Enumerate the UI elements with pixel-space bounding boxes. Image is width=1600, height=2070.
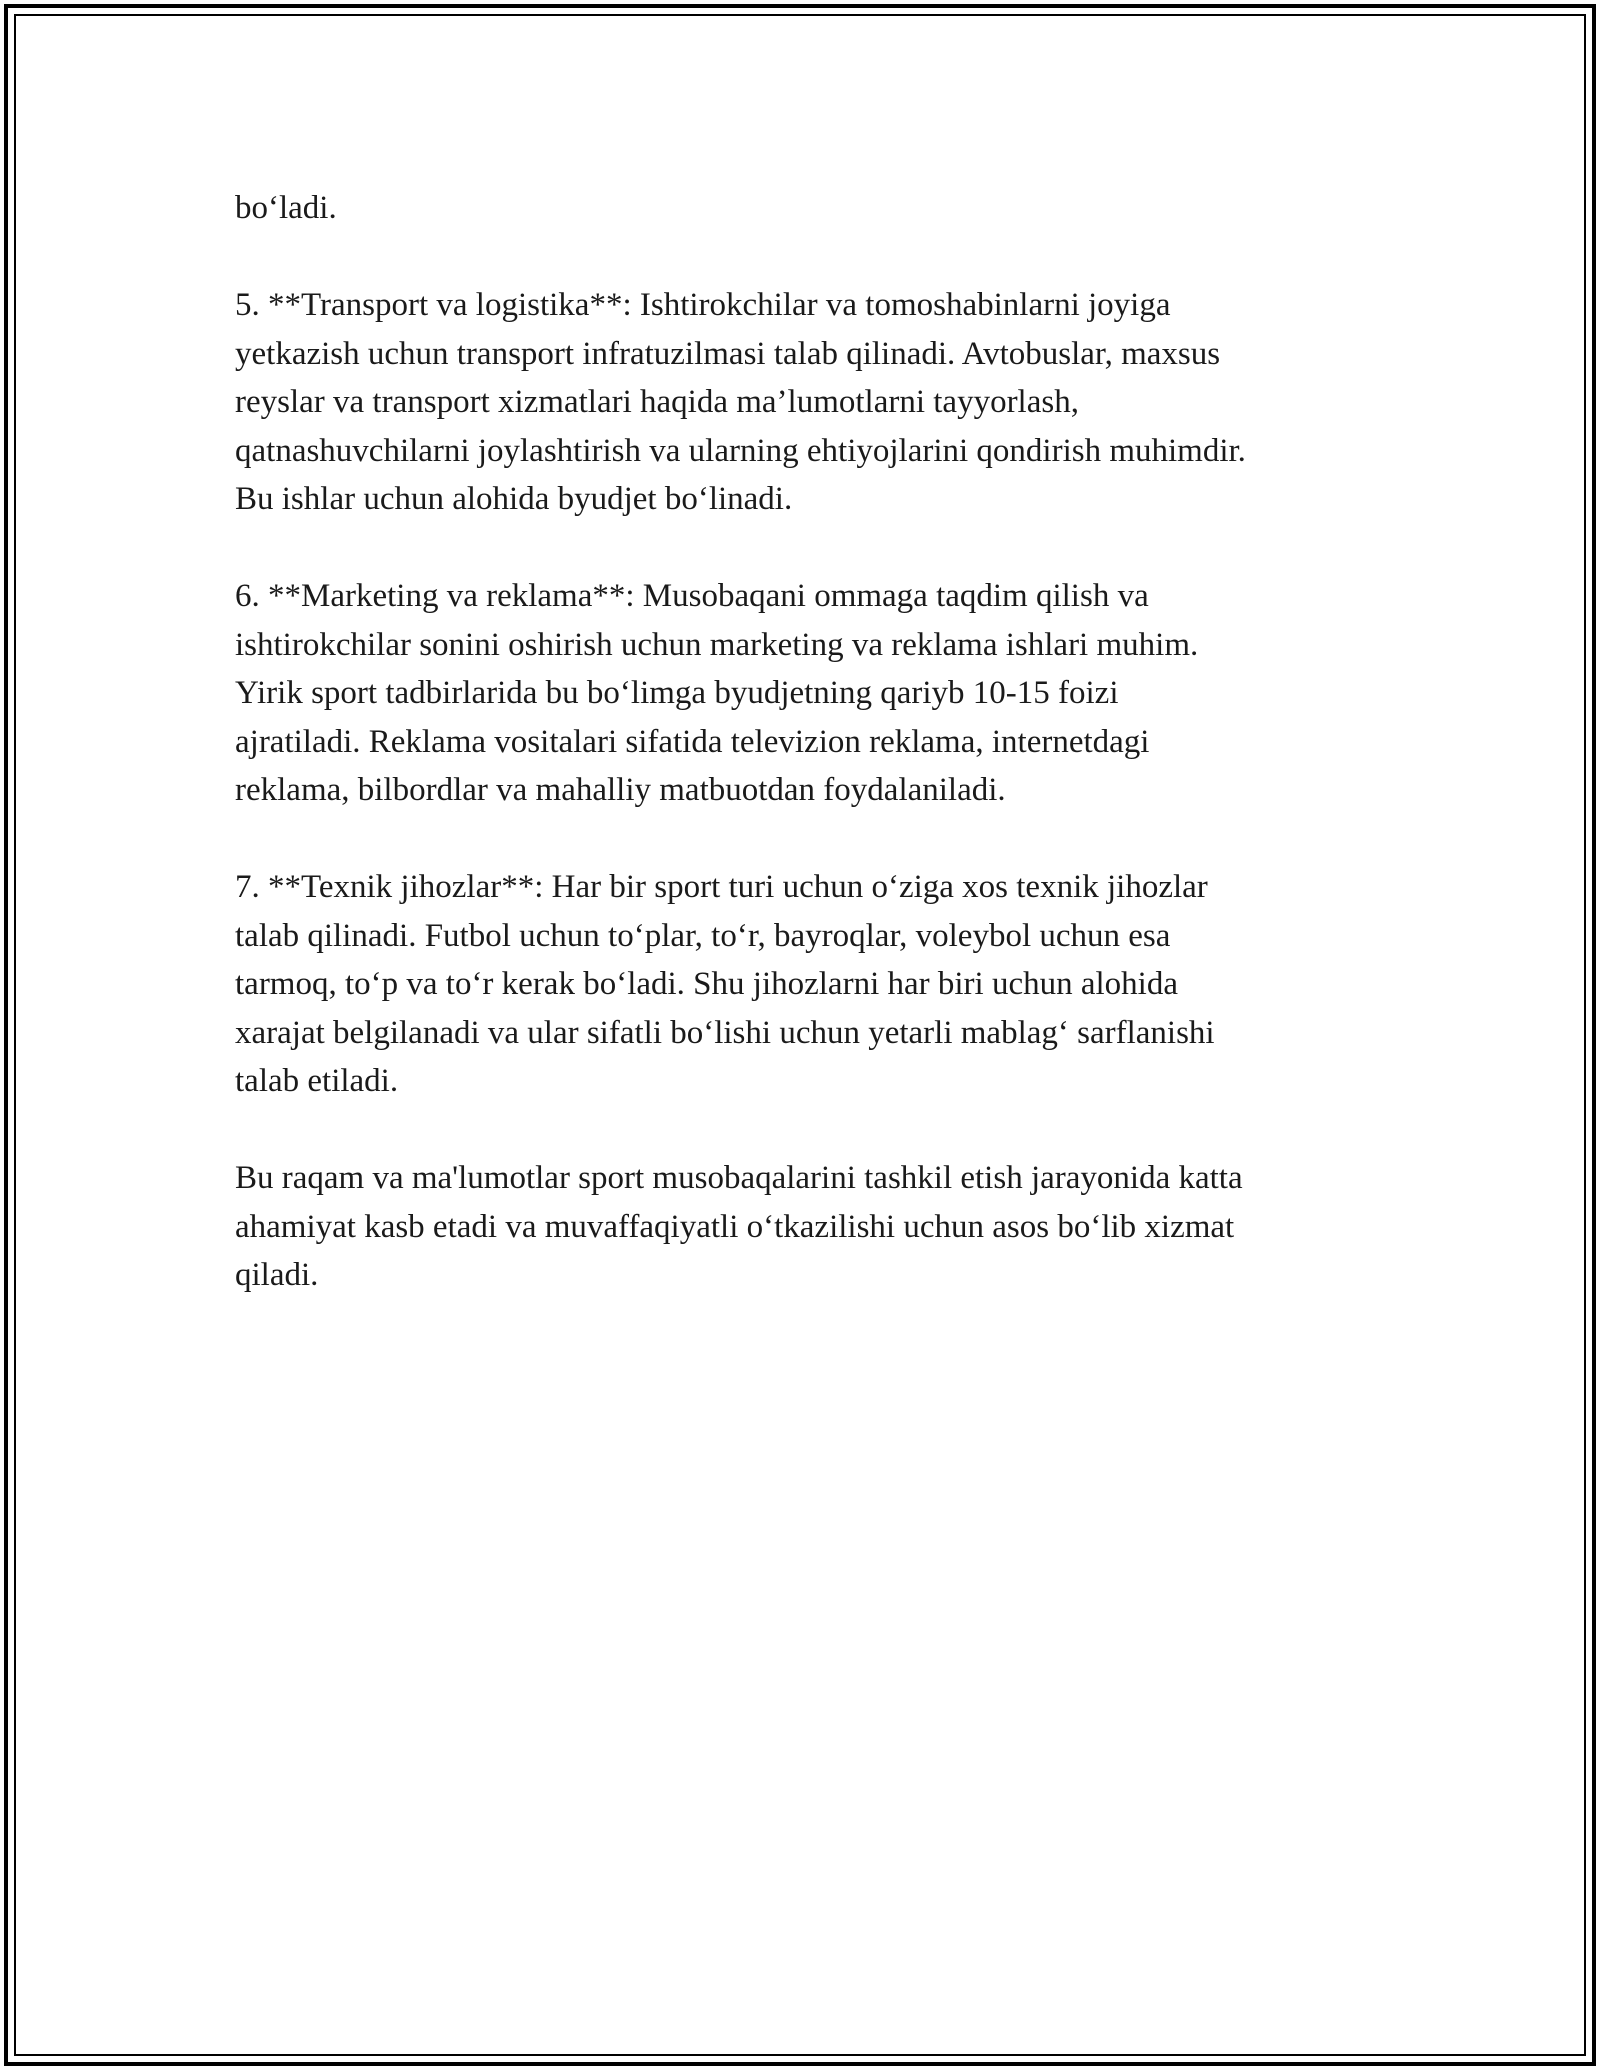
paragraph-marketing-advertising: 6. **Marketing va reklama**: Musobaqani ommaga taqdim qilish va ishtirokchilar sonini oshirish uchun marketing va reklama ishlari muhim. Yirik sport tadbirlarida bu bo‘limga byudjetning qariyb 10-15 foizi ajratiladi. Reklama vositalari sifatida televizion reklama, internetdagi reklama, bilbordlar va mahalliy matbuotdan foydalaniladi.: [235, 578, 1199, 808]
paragraph-technical-equipment: 7. **Texnik jihozlar**: Har bir sport turi uchun o‘ziga xos texnik jihozlar talab qilinadi. Futbol uchun to‘plar, to‘r, bayroqlar, voleybol uchun esa tarmoq, to‘p va to‘r kerak bo‘ladi. Shu jihozlarni har biri uchun alohida xarajat belgilanadi va ular sifatli bo‘lishi uchun yetarli mablag‘ sarflanishi talab etiladi.: [235, 869, 1215, 1099]
paragraph-continuation: bo‘ladi.: [235, 190, 337, 226]
paragraph-conclusion: Bu raqam va ma'lumotlar sport musobaqalarini tashkil etish jarayonida katta ahamiyat kasb etadi va muvaffaqiyatli o‘tkazilishi uchun asos bo‘lib xizmat qiladi.: [235, 1160, 1243, 1293]
document-body: [235, 184, 1365, 1348]
paragraph-transport-logistics: 5. **Transport va logistika**: Ishtirokchilar va tomoshabinlarni joyiga yetkazish uchun transport infratuzilmasi talab qilinadi. Avtobuslar, maxsus reyslar va transport xizmatlari haqida ma’lumotlarni tayyorlash, qatnashuvchilarni joylashtirish va ularning ehtiyojlarini qondirish muhimdir. Bu ishlar uchun alohida byudjet bo‘linadi.: [235, 287, 1246, 517]
